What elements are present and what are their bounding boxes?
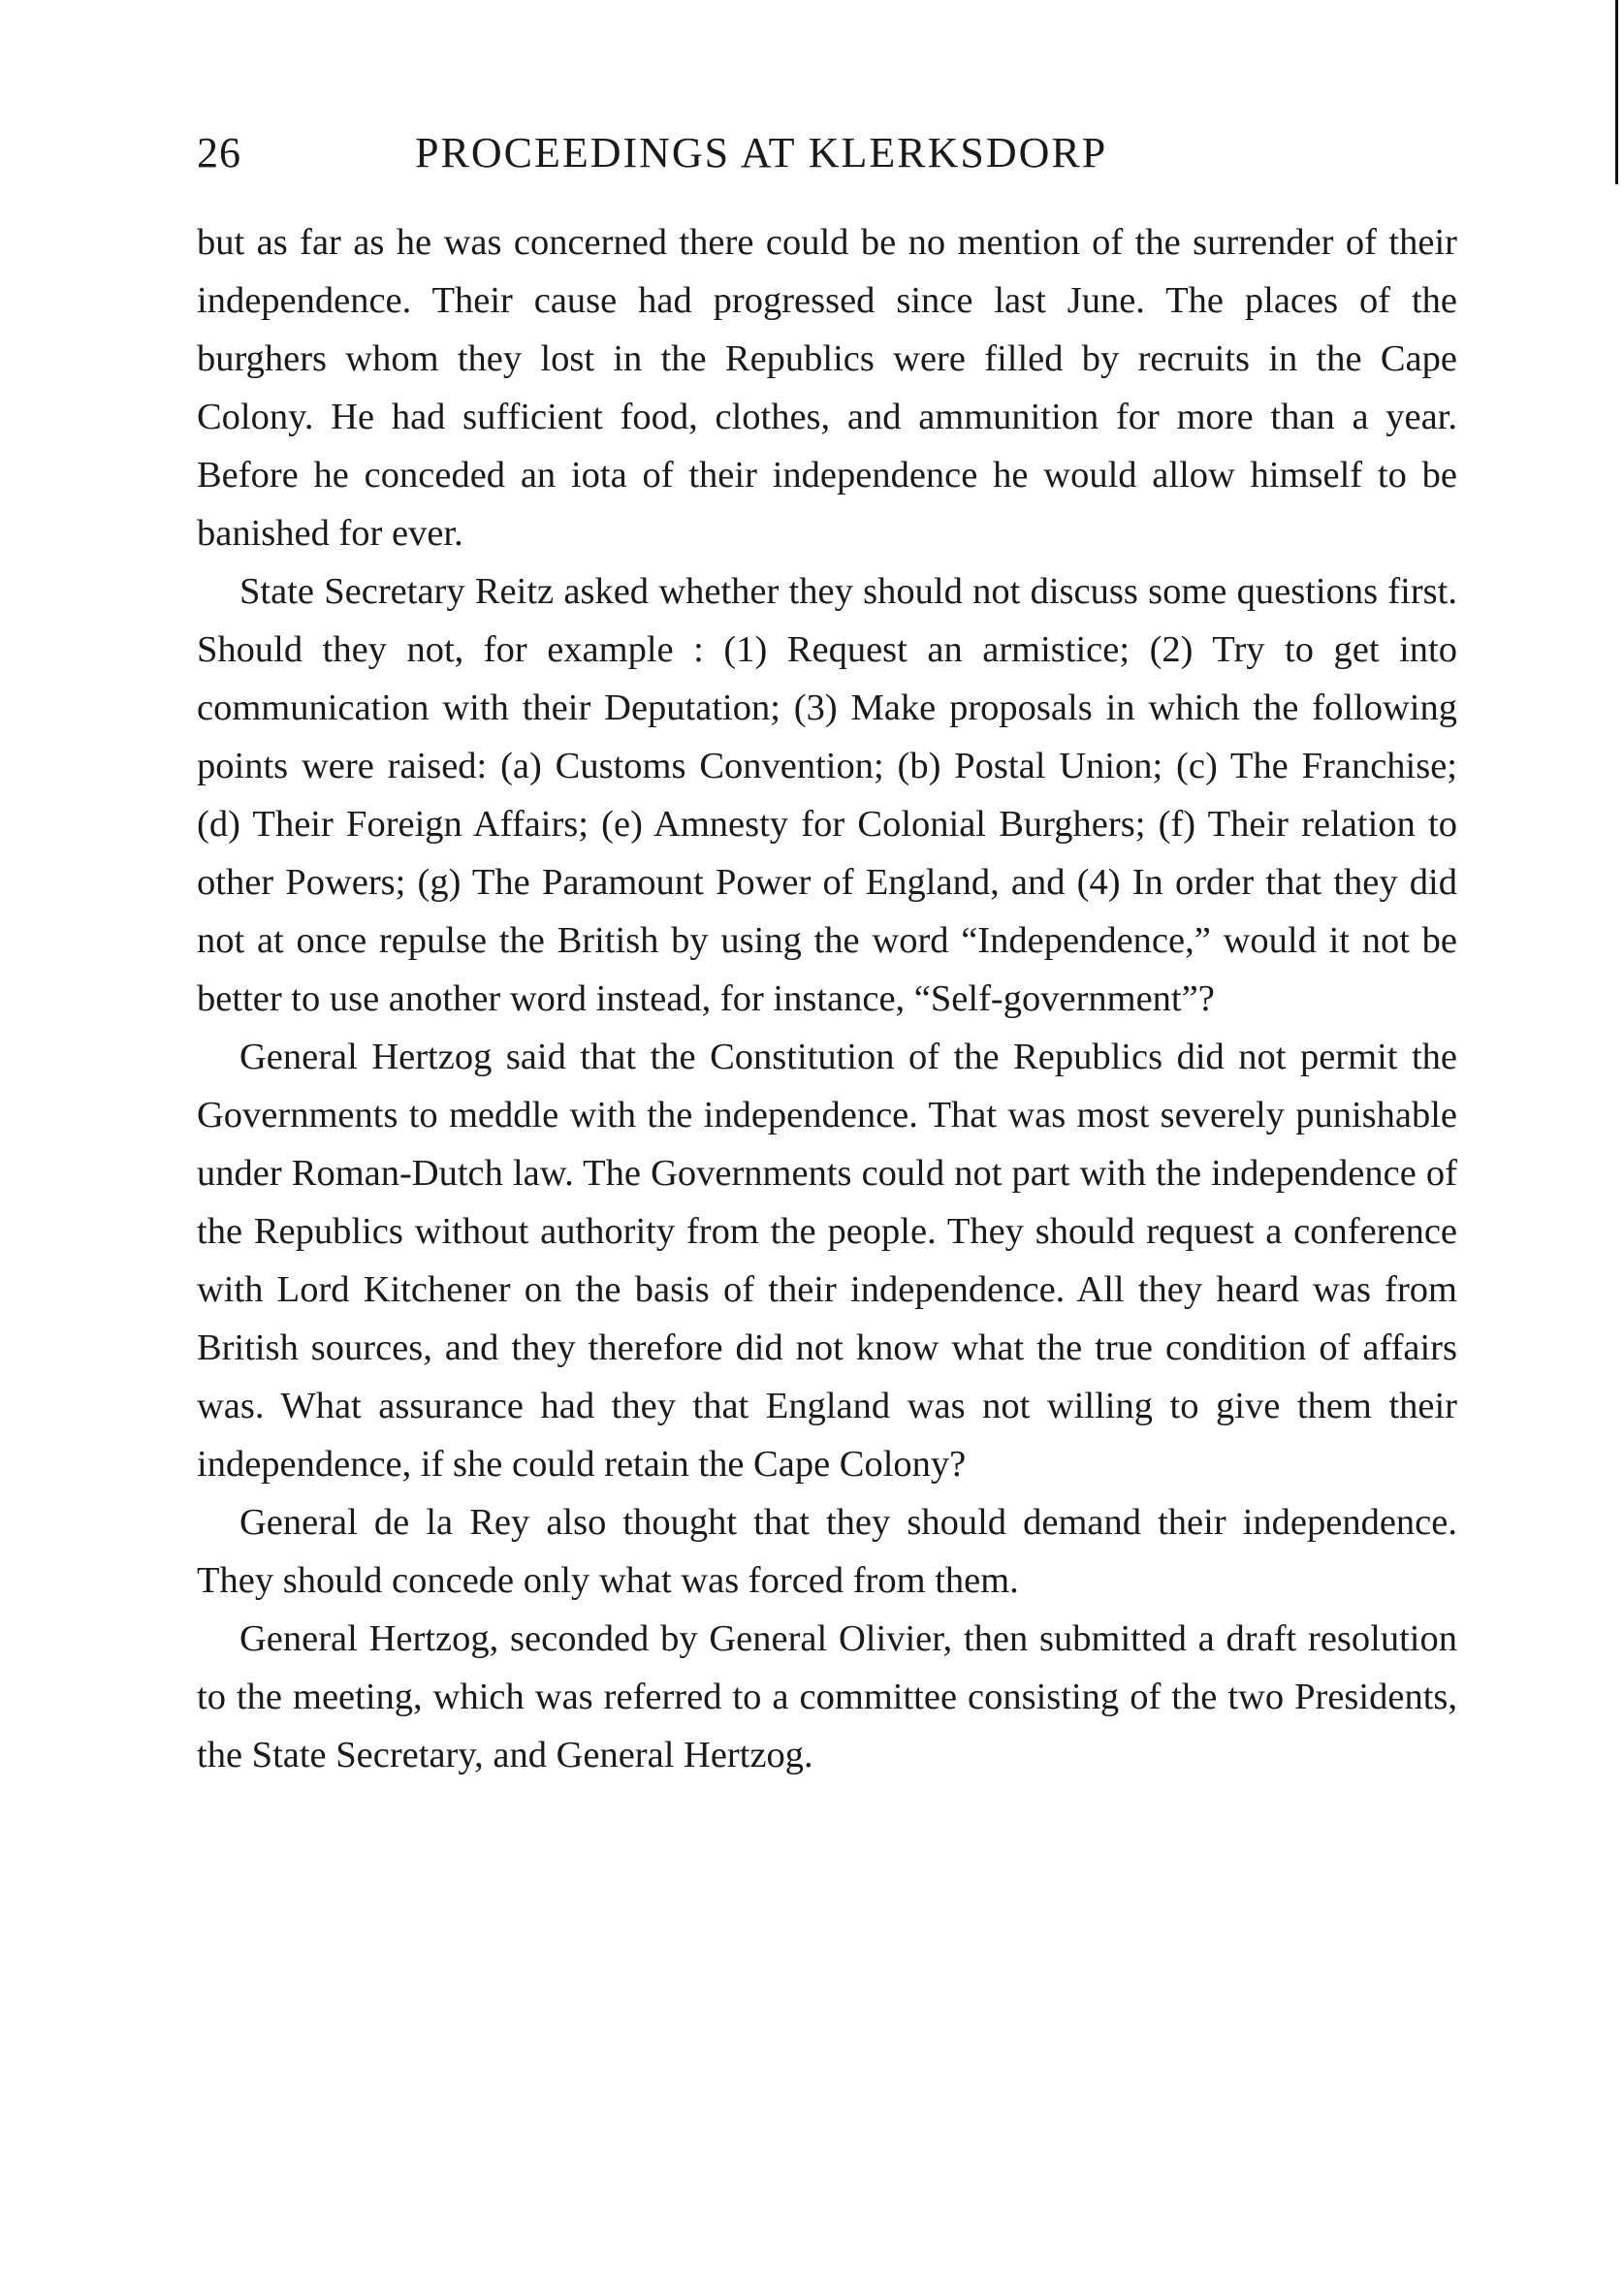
page-number: 26: [197, 129, 241, 176]
paragraph-hertzog: General Hertzog said that the Constitution of the Republics did not permit the Governments to meddle with the independence. That was most severely punishable under Roman-Dutch law. The Governments could not part with the independence of the Republics without authority from the people. They should request a conference with Lord Kitchener on the basis of their independence. All they heard was from British sources, and they therefore did not know what the true condition of affairs was. What assurance had they that England was not willing to give them their independence, if she could retain the Cape Colony?: [197, 1037, 1457, 1485]
running-head: [197, 124, 1467, 182]
paragraph-de-la-rey: General de la Rey also thought that they should demand their independence. They should concede only what was forced from them.: [197, 1502, 1457, 1601]
paragraph-continuation: but as far as he was concerned there could be no mention of the surrender of their independence. Their cause had progressed since last June. The places of the burghers whom they lost in the Republics were filled by recruits in the Cape Colony. He had sufficient food, clothes, and ammunition for more than a year. Before he conceded an iota of their independence he would allow himself to be banished for ever.: [197, 222, 1457, 554]
paragraph-resolution: General Hertzog, seconded by General Olivier, then submitted a draft resolution to the meeting, which was referred to a committee consisting of the two Presidents, the State Secretary, and General Hertzog.: [197, 1618, 1457, 1775]
running-title: PROCEEDINGS AT KLERKSDORP: [415, 129, 1108, 176]
paragraph-reitz: State Secretary Reitz asked whether they should not discuss some questions first. Should they not, for example : (1) Request an armistice; (2) Try to get into communication with their Deputation; (3) Make proposals in which the following points were raised: (a) Customs Convention; (b) Postal Union; (c) The Franchise; (d) Their Foreign Affairs; (e) Amnesty for Colonial Burghers; (f) Their relation to other Powers; (g) The Paramount Power of England, and (4) In order that they did not at once repulse the British by using the word “Independence,” would it not be better to use another word instead, for instance, “Self-government”?: [197, 571, 1457, 1019]
body-text: [197, 213, 1457, 1784]
page-edge-line: [1615, 0, 1618, 184]
